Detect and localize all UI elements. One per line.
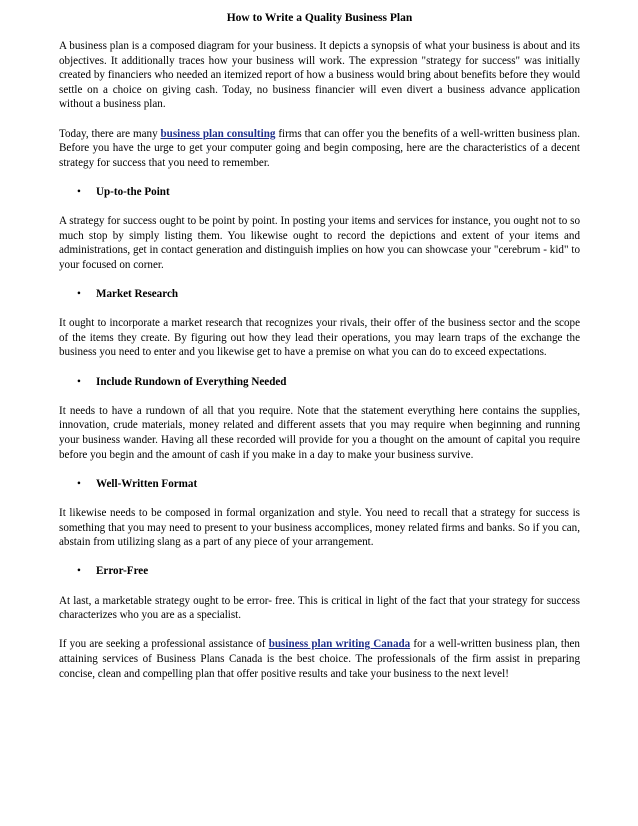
section-heading-rundown: [59, 375, 580, 390]
section-heading-item: [59, 477, 580, 492]
section-heading-item: [59, 287, 580, 302]
bullet-icon: •: [77, 288, 81, 301]
section-heading-text: Well-Written Format: [96, 477, 198, 490]
section-heading-error-free: [59, 564, 580, 579]
section-body-rundown: It needs to have a rundown of all that you require. Note that the statement everything here contains the supplies, innovation, crude materials, money related and different assets that you may require when beginning and running your business wander. Having all these recorded will provide for you a thought on the amount of capital you require before you begin and the amount of cash if you make in a day to make your business survive.: [59, 404, 580, 461]
section-heading-text: Market Research: [96, 288, 179, 301]
section-heading-item: [59, 185, 580, 200]
section-heading-text: Error-Free: [96, 565, 149, 578]
consulting-text-after: firms that can offer you the benefits of a well-written business plan. Before you have the urge to get your computer going and begin composing, here are the characteristics of a decent strategy for success that you need to remember.: [59, 127, 581, 169]
bullet-icon: •: [77, 477, 81, 490]
section-heading-text: Include Rundown of Everything Needed: [96, 375, 287, 388]
section-heading-text: Up-to-the Point: [96, 185, 170, 198]
consulting-text-before: Today, there are many: [59, 127, 161, 140]
section-heading-market-research: [59, 287, 580, 302]
section-body-well-written-format: It likewise needs to be composed in formal organization and style. You need to recall that a strategy for success is something that you may need to present to your business accomplices, money related firms and banks. So if you can, abstain from utilizing slang as a part of any piece of your arrangement.: [59, 507, 580, 549]
intro-paragraph: A business plan is a composed diagram for your business. It depicts a synopsis of what your business is about and its objectives. It additionally traces how your business will work. The expression "strategy for success" was initially created by financiers who needed an itemized report of how a business would bring about benefits before they would settle on a choice on giving cash. Today, no business financier will even divert a business advance application without a business plan.: [59, 40, 580, 111]
bullet-icon: •: [77, 565, 81, 578]
closing-text-before: If you are seeking a professional assistance of: [59, 638, 269, 651]
section-body-error-free: At last, a marketable strategy ought to be error- free. This is critical in light of the fact that your strategy for success characterizes who you are as a specialist.: [59, 594, 580, 622]
section-body-market-research: It ought to incorporate a market research that recognizes your rivals, their offer of the business sector and the scope of the items they create. By figuring out how they lead their operations, you may learn traps of the exchange the business you need to enter and you likewise get to have a premise on what you can do to exceed expectations.: [59, 317, 580, 359]
closing-text-after: for a well-written business plan, then attaining services of Business Plans Canada is the best choice. The professionals of the firm assist in preparing concise, clean and compelling plan that offer positive results and take your business to the next level!: [59, 638, 580, 680]
business-plan-consulting-link[interactable]: business plan consulting: [160, 127, 276, 140]
section-heading-item: [59, 375, 580, 390]
bullet-icon: •: [77, 375, 81, 388]
section-heading-item: [59, 564, 580, 579]
closing-paragraph: [59, 637, 580, 681]
section-heading-well-written-format: [59, 477, 580, 492]
bullet-icon: •: [77, 185, 81, 198]
section-heading-up-to-the-point: [59, 185, 580, 200]
document-title: How to Write a Quality Business Plan: [226, 12, 413, 24]
consulting-paragraph: [59, 127, 580, 171]
business-plan-writing-canada-link[interactable]: business plan writing Canada: [268, 638, 411, 651]
section-body-up-to-the-point: A strategy for success ought to be point by point. In posting your items and services for instance, you ought not to so much stop by simply listing them. You likewise ought to record the depictions and extent of your items and administrations, get in contact generation and distinguish implies on how you can showcase your "cerebrum - kid" to your focused on corner.: [59, 215, 580, 271]
